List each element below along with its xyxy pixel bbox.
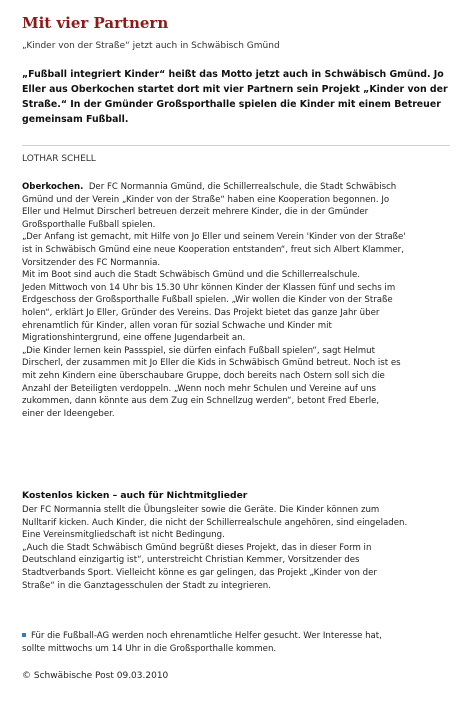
body-line-text: Der FC Normannia Gmünd, die Schillerrealschule, die Stadt Schwäbisch xyxy=(88,182,397,192)
body-line: Straße“ in die Ganztagesschulen der Stadt zu integrieren. xyxy=(22,580,271,591)
body-paragraph-2 xyxy=(22,504,452,592)
body-line: zukommen, dann könnte aus dem Zug ein Schnellzug werden“, betont Fred Eberle, xyxy=(22,396,380,407)
body-line: Stadtverbands Sport. Vielleicht könne es gar gelingen, das Projekt „Kinder von der xyxy=(22,567,377,578)
body-line: einer der Ideengeber. xyxy=(22,408,115,419)
body-line: Dirscherl, der zusammen mit Jo Eller die Kids in Schwäbisch Gmünd betreut. Noch ist es xyxy=(22,358,401,369)
volunteer-note xyxy=(22,630,452,655)
note-line: sollte mittwochs um 14 Uhr in die Großsporthalle kommen. xyxy=(22,643,277,654)
body-line: „Der Anfang ist gemacht, mit Hilfe von Jo Eller und seinem Verein 'Kinder von der Straße' xyxy=(22,232,406,243)
body-line: „Die Kinder lernen kein Passspiel, sie dürfen einfach Fußball spielen“, sagt Helmut xyxy=(22,345,375,356)
note-line-text: Für die Fußball-AG werden noch ehrenamtliche Helfer gesucht. Wer Interesse hat, xyxy=(31,631,382,641)
headline: Mit vier Partnern xyxy=(22,14,169,32)
body-line: Eller und Helmut Dirscherl betreuen derzeit mehrere Kinder, die in der Gmünder xyxy=(22,207,369,218)
body-line: mit zehn Kindern eine überschaubare Gruppe, doch bereits nach Ostern soll sich die xyxy=(22,370,385,381)
body-line: Gmünd und der Verein „Kinder von der Straße“ haben eine Kooperation begonnen. Jo xyxy=(22,194,390,205)
body-line: Nulltarif kicken. Auch Kinder, die nicht der Schillerrealschule angehören, sind eingeladen. xyxy=(22,517,408,528)
body-line: „Auch die Stadt Schwäbisch Gmünd begrüßt dieses Projekt, das in dieser Form in xyxy=(22,542,372,553)
body-paragraph-1 xyxy=(22,181,452,420)
teaser-line: Straße.“ In der Gmünder Großsporthalle spielen die Kinder mit einem Betreuer xyxy=(22,99,441,110)
teaser xyxy=(22,67,450,127)
body-line xyxy=(22,181,452,194)
body-line: holen“, erklärt Jo Eller, Gründer des Vereins. Das Projekt bietet das ganze Jahr über xyxy=(22,307,380,318)
body-line: ehrenamtlich für Kinder, allen voran für sozial Schwache und Kinder mit xyxy=(22,320,332,331)
section-heading: Kostenlos kicken – auch für Nichtmitglieder xyxy=(22,490,248,501)
teaser-line: „Fußball integriert Kinder“ heißt das Motto jetzt auch in Schwäbisch Gmünd. Jo xyxy=(22,69,444,80)
note-line xyxy=(22,630,452,643)
body-line: Vorsitzender des FC Normannia. xyxy=(22,257,161,268)
lead-place: Oberkochen. xyxy=(22,182,84,192)
source-credit: © Schwäbische Post 09.03.2010 xyxy=(22,671,169,681)
body-line: ist in Schwäbisch Gmünd eine neue Kooperation entstanden“, freut sich Albert Klammer, xyxy=(22,244,404,255)
body-line: Jeden Mittwoch von 14 Uhr bis 15.30 Uhr können Kinder der Klassen fünf und sechs im xyxy=(22,282,396,293)
body-line: Migrationshintergrund, eine offene Jugendarbeit an. xyxy=(22,333,246,344)
bullet-square-icon xyxy=(22,633,26,637)
body-line: Mit im Boot sind auch die Stadt Schwäbisch Gmünd und die Schillerrealschule. xyxy=(22,270,360,281)
divider xyxy=(22,145,450,146)
subtitle: „Kinder von der Straße“ jetzt auch in Schwäbisch Gmünd xyxy=(22,41,280,51)
body-line: Großsporthalle Fußball spielen. xyxy=(22,219,156,230)
body-line: Erdgeschoss der Großsporthalle Fußball spielen. „Wir wollen die Kinder von der Straße xyxy=(22,295,393,306)
teaser-line: Eller aus Oberkochen startet dort mit vier Partnern sein Projekt „Kinder von der xyxy=(22,84,448,95)
author-byline: LOTHAR SCHELL xyxy=(22,154,96,164)
teaser-line: gemeinsam Fußball. xyxy=(22,114,129,125)
body-line: Eine Vereinsmitgliedschaft ist nicht Bedingung. xyxy=(22,530,225,541)
body-line: Der FC Normannia stellt die Übungsleiter sowie die Geräte. Die Kinder können zum xyxy=(22,505,380,515)
body-line: Anzahl der Beteiligten verdoppeln. „Wenn noch mehr Schulen und Vereine auf uns xyxy=(22,383,377,394)
body-line: Deutschland einzigartig ist“, unterstreicht Christian Kemmer, Vorsitzender des xyxy=(22,555,360,566)
